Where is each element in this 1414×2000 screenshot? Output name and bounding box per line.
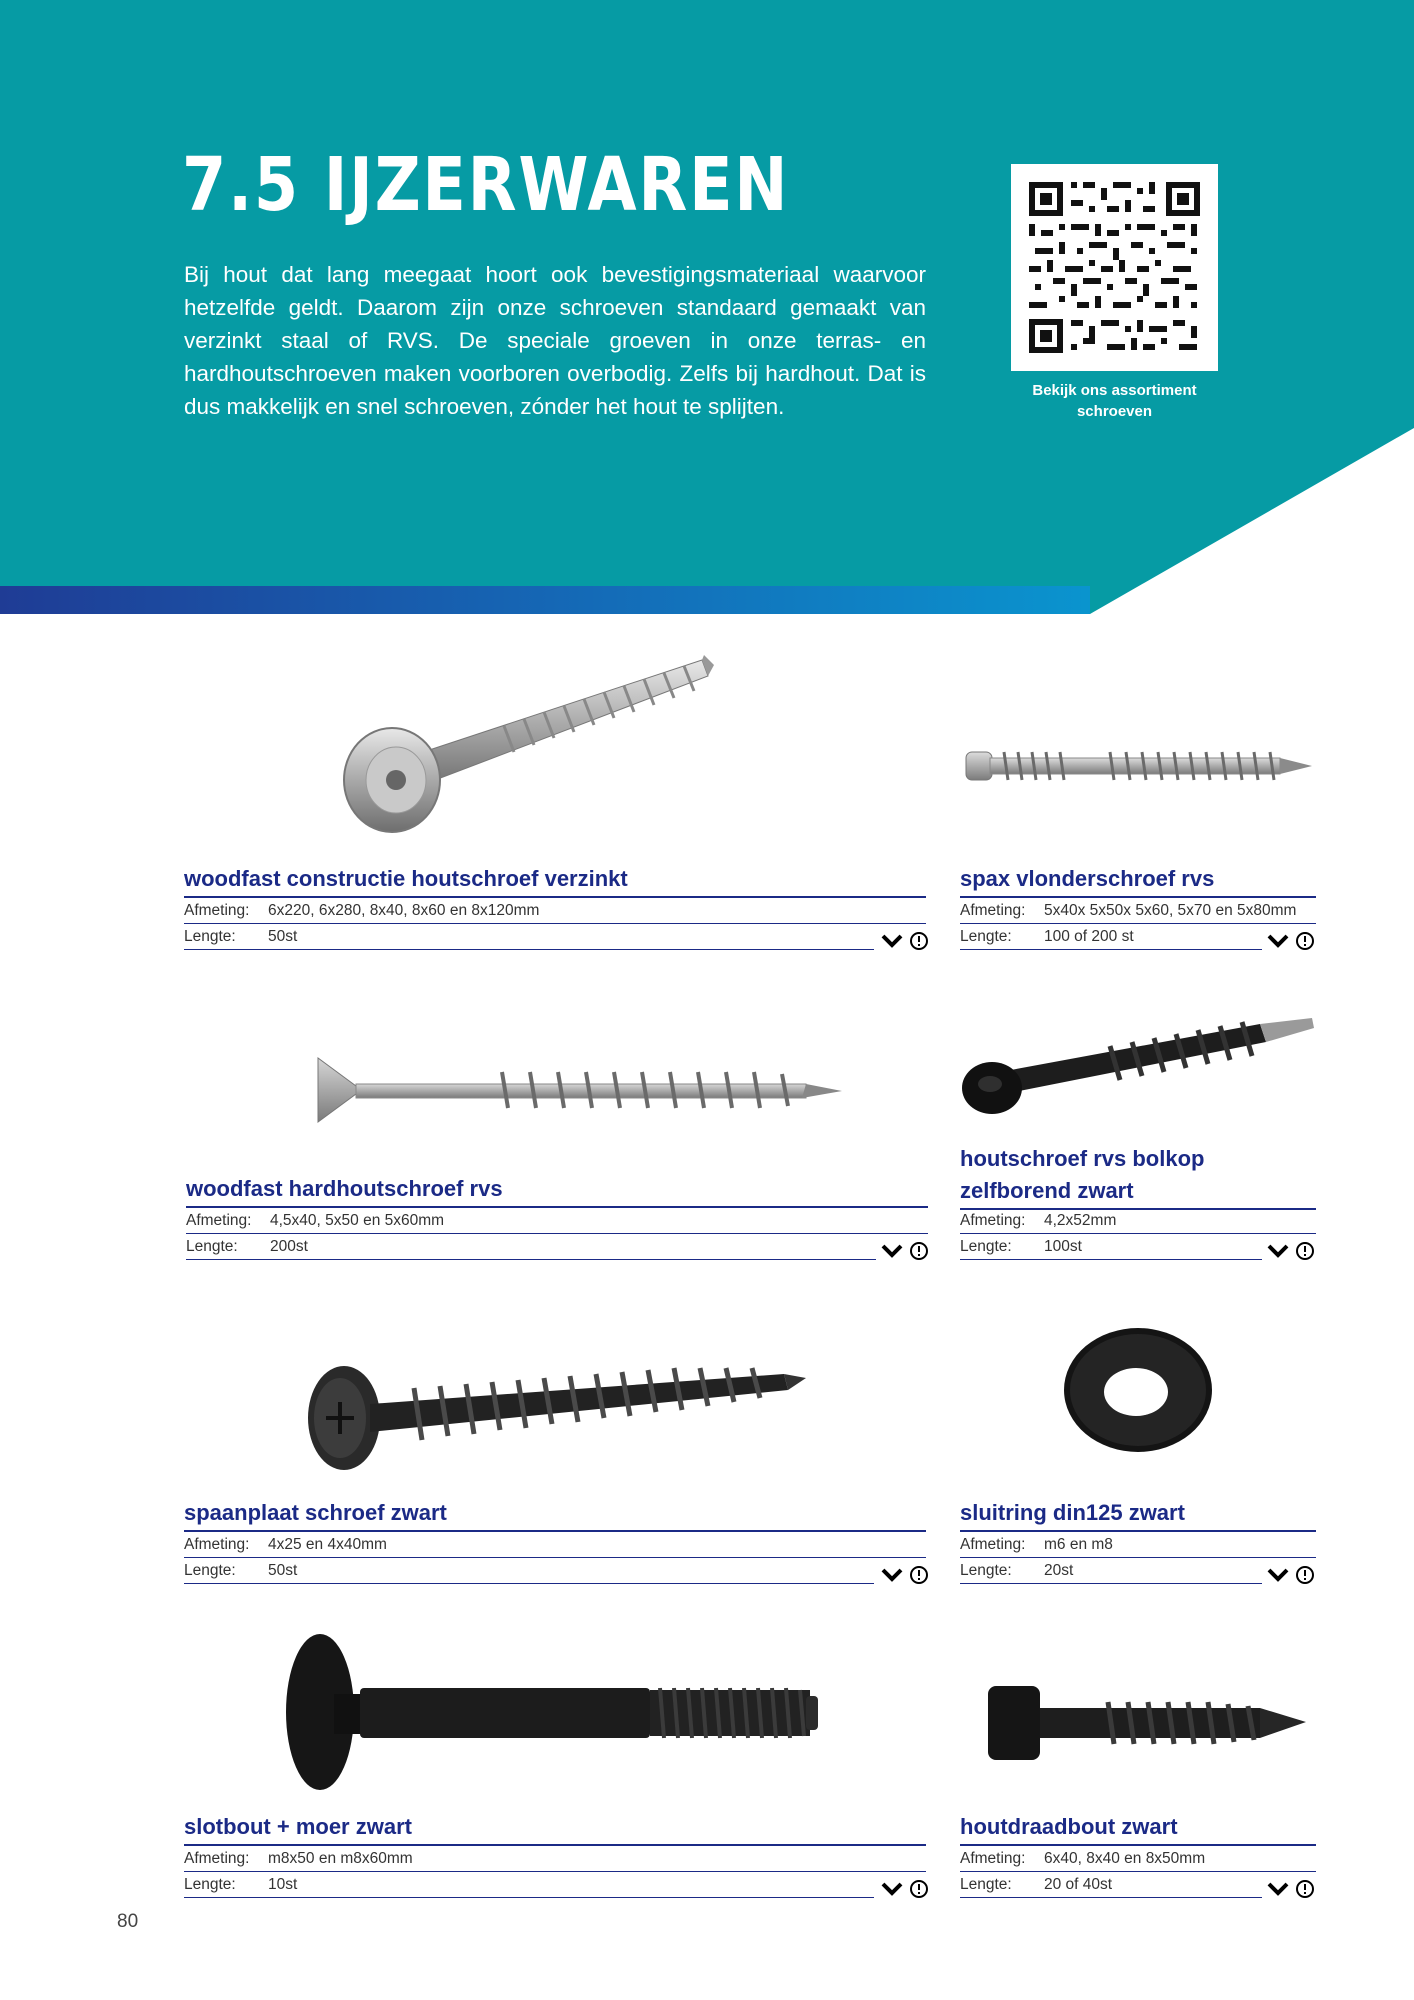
- spec-afmeting: Afmeting: m8x50 en m8x60mm: [184, 1846, 926, 1872]
- spec-lengte: Lengte: 20st: [960, 1558, 1262, 1584]
- product-card: [960, 640, 1316, 950]
- product-card: [960, 1626, 1316, 1906]
- product-card: [960, 1318, 1316, 1598]
- spec-afmeting: Afmeting: 4,5x40, 5x50 en 5x60mm: [186, 1208, 928, 1234]
- spec-afmeting: Afmeting: 4,2x52mm: [960, 1208, 1316, 1234]
- info-icon[interactable]: [910, 932, 928, 950]
- chevron-down-icon[interactable]: [880, 1881, 904, 1897]
- product-name: houtdraadbout zwart: [960, 1810, 1316, 1846]
- decking-screw-icon: [960, 640, 1316, 850]
- product-card: [184, 640, 926, 950]
- spec-lengte: Lengte: 200st: [186, 1234, 876, 1260]
- product-controls: [880, 1240, 932, 1262]
- spec-lengte: Lengte: 100st: [960, 1234, 1262, 1260]
- qr-code[interactable]: [1011, 164, 1218, 371]
- product-controls: [1266, 1564, 1318, 1586]
- info-icon[interactable]: [910, 1566, 928, 1584]
- spec-afmeting: Afmeting: m6 en m8: [960, 1532, 1316, 1558]
- product-name: woodfast hardhoutschroef rvs: [186, 1172, 928, 1208]
- chevron-down-icon[interactable]: [1266, 1243, 1290, 1259]
- spec-afmeting: Afmeting: 6x220, 6x280, 8x40, 8x60 en 8x120mm: [184, 898, 926, 924]
- product-card: [184, 1318, 926, 1598]
- product-card: [184, 1626, 926, 1906]
- qr-caption: Bekijk ons assortiment schroeven: [1032, 382, 1197, 420]
- info-icon[interactable]: [1296, 1566, 1314, 1584]
- info-icon[interactable]: [910, 1242, 928, 1260]
- product-controls: [880, 1878, 932, 1900]
- washer-icon: [960, 1318, 1316, 1478]
- spec-lengte: Lengte: 10st: [184, 1872, 874, 1898]
- product-controls: [1266, 1240, 1318, 1262]
- product-name: sluitring din125 zwart: [960, 1496, 1316, 1532]
- page-number: 80: [117, 1911, 139, 1932]
- carriage-bolt-icon: [184, 1626, 926, 1796]
- washer-head-screw-icon: [184, 640, 926, 850]
- info-icon[interactable]: [1296, 932, 1314, 950]
- info-icon[interactable]: [910, 1880, 928, 1898]
- product-card: [960, 1010, 1316, 1274]
- product-name-line2: zelfborend zwart: [960, 1174, 1316, 1210]
- chipboard-screw-icon: [184, 1318, 926, 1478]
- spec-lengte: Lengte: 100 of 200 st: [960, 924, 1262, 950]
- countersunk-screw-icon: [186, 1010, 928, 1160]
- product-controls: [1266, 1878, 1318, 1900]
- product-name: woodfast constructie houtschroef verzinkt: [184, 862, 926, 898]
- product-controls: [880, 1564, 932, 1586]
- info-icon[interactable]: [1296, 1880, 1314, 1898]
- qr-code-icon: [1011, 164, 1218, 371]
- product-name: spaanplaat schroef zwart: [184, 1496, 926, 1532]
- product-name: spax vlonderschroef rvs: [960, 862, 1316, 898]
- intro-paragraph: Bij hout dat lang meegaat hoort ook bevestigingsmateriaal waarvoor hetzelfde geldt. Daarom zijn onze schroeven standaard gemaakt van verzinkt staal of RVS. De speciale groeven in onze terras- en hardhoutschroeven maken voorboren overbodig. Zelfs bij hardhout. Dat is dus makkelijk en snel schroeven, zónder het hout te splijten.: [184, 262, 926, 419]
- product-card: [186, 1010, 928, 1274]
- product-name: slotbout + moer zwart: [184, 1810, 926, 1846]
- chevron-down-icon[interactable]: [1266, 933, 1290, 949]
- product-controls: [1266, 930, 1318, 952]
- header-banner: [0, 0, 1414, 614]
- spec-lengte: Lengte: 50st: [184, 1558, 874, 1584]
- chevron-down-icon[interactable]: [1266, 1881, 1290, 1897]
- spec-lengte: Lengte: 50st: [184, 924, 874, 950]
- page-title: 7.5 IJZERWAREN: [182, 142, 790, 228]
- info-icon[interactable]: [1296, 1242, 1314, 1260]
- product-name: houtschroef rvs bolkop: [960, 1146, 1205, 1171]
- lag-bolt-icon: [960, 1626, 1316, 1796]
- chevron-down-icon[interactable]: [880, 933, 904, 949]
- spec-lengte: Lengte: 20 of 40st: [960, 1872, 1262, 1898]
- chevron-down-icon[interactable]: [880, 1567, 904, 1583]
- product-controls: [880, 930, 932, 952]
- chevron-down-icon[interactable]: [880, 1243, 904, 1259]
- spec-afmeting: Afmeting: 4x25 en 4x40mm: [184, 1532, 926, 1558]
- spec-afmeting: Afmeting: 6x40, 8x40 en 8x50mm: [960, 1846, 1316, 1872]
- chevron-down-icon[interactable]: [1266, 1567, 1290, 1583]
- pan-head-self-drilling-screw-icon: [960, 1010, 1316, 1120]
- spec-afmeting: Afmeting: 5x40x 5x50x 5x60, 5x70 en 5x80mm: [960, 898, 1316, 924]
